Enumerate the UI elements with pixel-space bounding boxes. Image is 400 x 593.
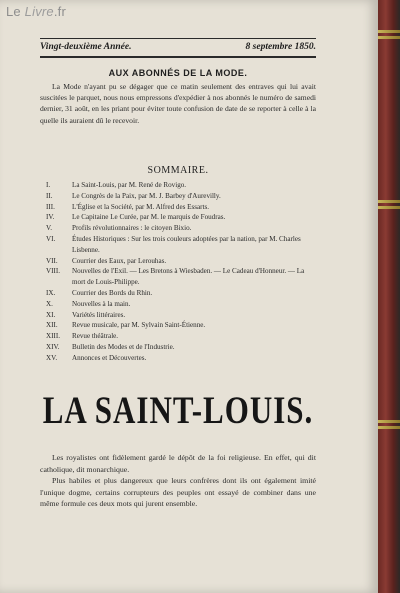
summary-item [46,342,318,353]
summary-item-text: La Saint-Louis, par M. René de Rovigo. [72,181,187,189]
article-paragraph: Plus habiles et plus dangereux que leurs confrères dont ils ont également imité l'unique dogme, certains corrupteurs des peuples ont essayé de combiner dans une même formule ces deux mots qui jurent ensemble. [40,476,316,509]
summary-item-number: XV. [46,353,58,362]
summary-list [46,180,318,364]
summary-item [46,353,318,364]
summary-item [46,202,318,213]
issue-header [40,42,316,52]
summary-item-number: XII. [46,321,58,330]
summary-item-text: Revue musicale, par M. Sylvain Saint-Étienne. [72,321,206,330]
summary-item-number: XIII. [46,332,60,341]
summary-item-number: X. [46,299,53,308]
summary-item-text: Variétés littéraires. [72,310,126,319]
summary-item-number: XI. [46,310,56,319]
book-spine [378,0,400,593]
summary-item-number: IX. [46,288,56,297]
summary-item [46,212,318,223]
summary-item-text: Bulletin des Modes et de l'Industrie. [72,342,175,351]
summary-item [46,288,318,299]
summary-item [46,256,318,267]
summary-item-number: VI. [46,234,56,243]
summary-item-text: Études Historiques : Sur les trois couleurs adoptées par la nation, par M. Charles Lisbenne. [72,234,301,254]
summary-item [46,299,318,310]
watermark-suffix: .fr [53,4,67,19]
article-title: LA SAINT-LOUIS. [42,388,314,432]
notice-text: La Mode n'ayant pu se dégager que ce matin seulement des entraves qui lui avait suscitées le parquet, nous nous empressons d'expédier à nos abonnés le numéro de samedi dernier, 31 août, en les priant pour éviter toute confusion de date de se reporter à celle à la quelle ils auraient dû le recevoir. [40,82,316,125]
article-body [40,452,316,510]
watermark-name: Livre [24,4,54,19]
summary-item-number: VIII. [46,267,60,276]
summary-item [46,191,318,202]
summary-item [46,331,318,342]
summary-item-number: XIV. [46,342,60,351]
summary-item [46,234,318,256]
summary-item-text: L'Église et la Société, par M. Alfred des Essarts. [72,202,210,211]
summary-item-text: Courrier des Bords du Rhin. [72,288,153,297]
summary-item-text: Le Capitaine Le Curée, par M. le marquis de Foudras. [72,213,226,222]
summary-item-text: Nouvelles à la main. [72,299,131,308]
summary-item-number: I. [46,181,51,189]
summary-item-number: II. [46,191,53,200]
summary-title: SOMMAIRE. [147,165,209,176]
notice-title: AUX ABONNÉS DE LA MODE. [108,68,248,78]
summary-item-text: Courrier des Eaux, par Lerouhas. [72,256,167,265]
summary-item-number: III. [46,202,55,211]
article-paragraph: Les royalistes ont fidèlement gardé le dépôt de la foi religieuse. En effet, qui dit catholique, dit monarchique. [40,453,316,474]
summary-item-number: IV. [46,213,55,222]
summary-item-number: VII. [46,256,58,265]
watermark-prefix: Le [6,4,25,19]
header-top-rule [40,38,316,39]
summary-item-text: Revue théâtrale. [72,332,119,341]
summary-item-text: Annonces et Découvertes. [72,353,147,362]
summary-item [46,266,318,288]
issue-date: 8 septembre 1850. [245,42,316,52]
summary-item-text: Profils révolutionnaires : le citoyen Bixio. [72,224,192,233]
summary-item [46,310,318,321]
summary-item [46,180,318,191]
summary-item [46,320,318,331]
summary-item [46,223,318,234]
summary-item-text: Nouvelles de l'Exil. — Les Bretons à Wiesbaden. — Le Cadeau d'Honneur. — La mort de Louis-Philippe. [72,267,305,287]
summary-item-number: V. [46,224,52,233]
header-bottom-rule [40,56,316,58]
issue-year: Vingt-deuxième Année. [40,42,132,52]
summary-item-text: Le Congrès de la Paix, par M. J. Barbey d'Aurevilly. [72,191,221,200]
watermark-logo [6,4,66,19]
